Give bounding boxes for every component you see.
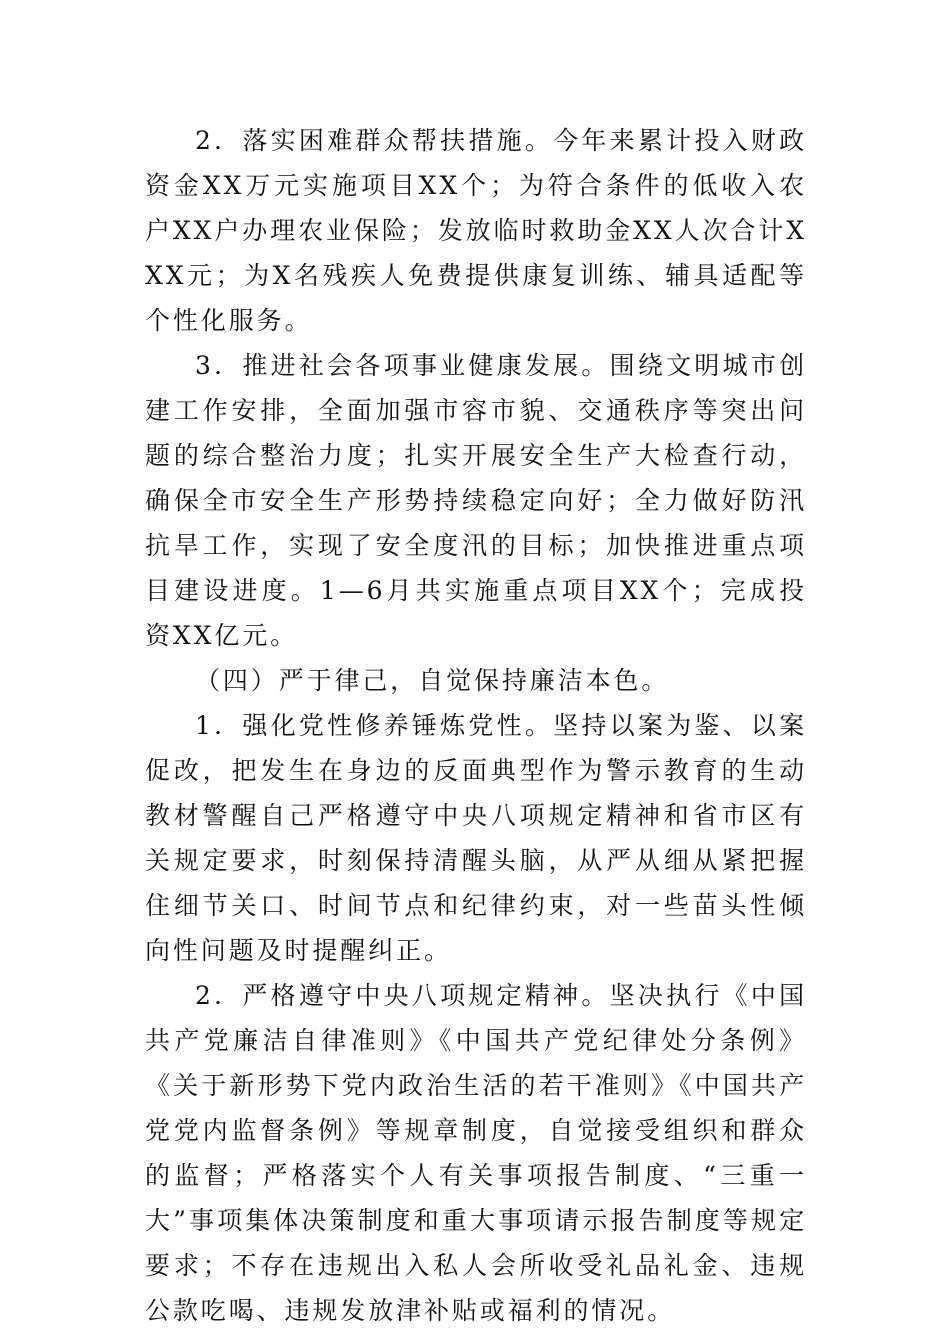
paragraph-item-1-party-spirit: 1．强化党性修养锤炼党性。坚持以案为鉴、以案促改，把发生在身边的反面典型作为警示教育的生动教材警醒自己严格遵守中央八项规定精神和省市区有关规定要求，时刻保持清醒头脑，从严从细从紧把握住细节关口、时间节点和纪律约束，对一些苗头性倾向性问题及时提醒纠正。 <box>145 711 807 965</box>
paragraph-item-2-assistance: 2．落实困难群众帮扶措施。今年来累计投入财政资金XX万元实施项目XX个；为符合条件的低收入农户XX户办理农业保险；发放临时救助金XX人次合计XXX元；为X名残疾人免费提供康复训练、辅具适配等个性化服务。 <box>145 126 807 335</box>
paragraph-item-2-eight-regulations: 2．严格遵守中央八项规定精神。坚决执行《中国共产党廉洁自律准则》《中国共产党纪律处分条例》《关于新形势下党内政治生活的若干准则》《中国共产党党内监督条例》等规章制度，自觉接受组织和群众的监督；严格落实个人有关事项报告制度、“三重一大”事项集体决策制度和重大事项请示报告制度等规定要求；不存在违规出入私人会所收受礼品礼金、违规公款吃喝、违规发放津补贴或福利的情况。 <box>145 981 807 1325</box>
paragraph-item-3-social-development: 3．推进社会各项事业健康发展。围绕文明城市创建工作安排，全面加强市容市貌、交通秩序等突出问题的综合整治力度；扎实开展安全生产大检查行动，确保全市安全生产形势持续稳定向好；全力做好防汛抗旱工作，实现了安全度汛的目标；加快推进重点项目建设进度。1—6月共实施重点项目XX个；完成投资XX亿元。 <box>145 351 807 650</box>
document-body <box>145 118 807 1333</box>
section-heading-four: （四）严于律己，自觉保持廉洁本色。 <box>195 666 670 695</box>
